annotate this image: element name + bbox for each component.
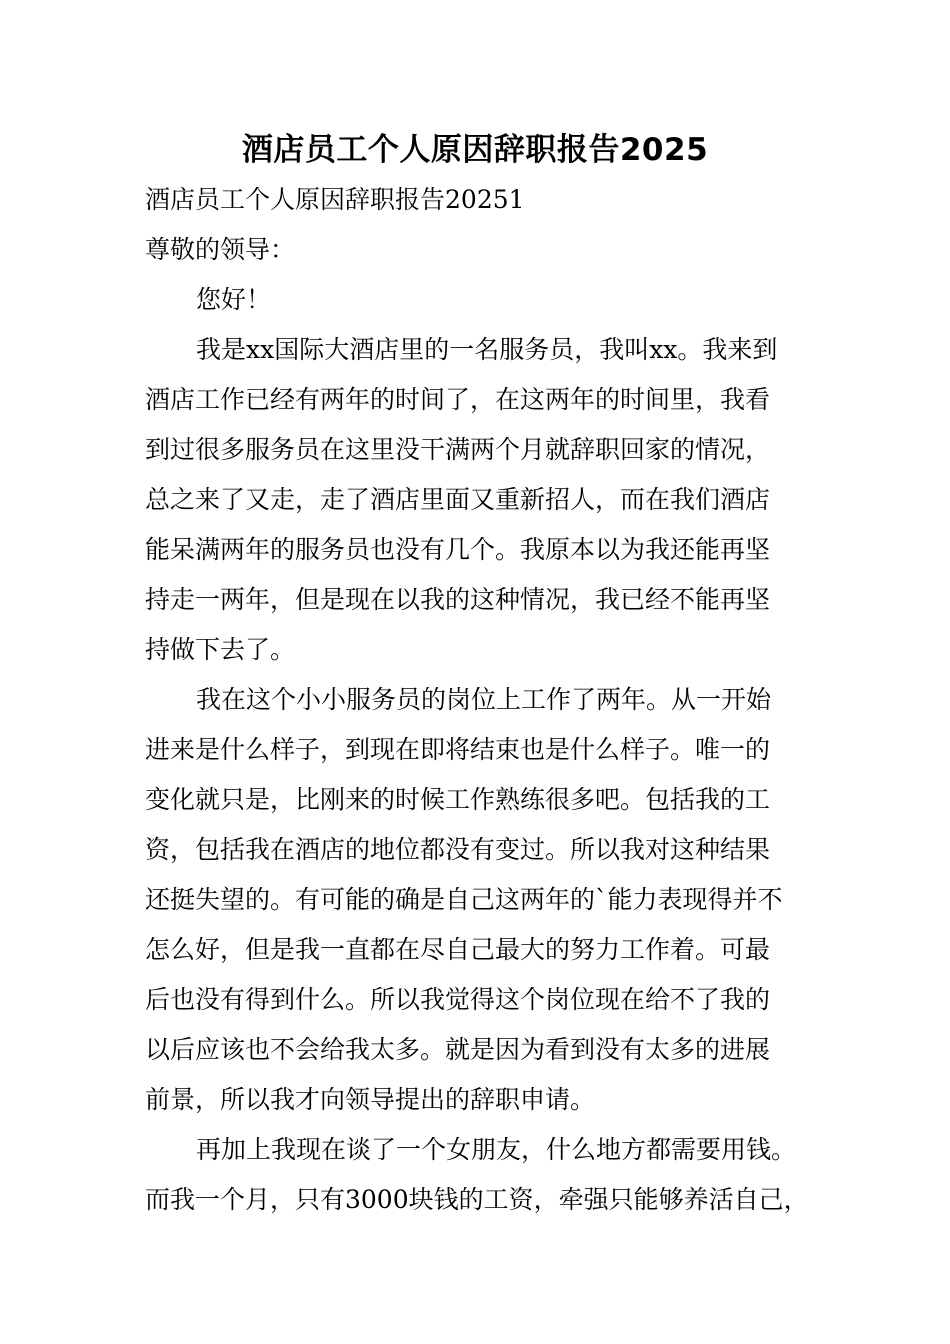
paragraph-1-line: 总之来了又走，走了酒店里面又重新招人，而在我们酒店 xyxy=(145,485,771,514)
paragraph-2-line: 资，包括我在酒店的地位都没有变过。所以我对这种结果 xyxy=(145,835,771,864)
greeting: 您好！ xyxy=(196,285,272,314)
paragraph-2-line: 变化就只是，比刚来的时候工作熟练很多吧。包括我的工 xyxy=(145,785,771,814)
salutation: 尊敬的领导： xyxy=(145,235,296,264)
paragraph-1-line: 持做下去了。 xyxy=(145,635,296,664)
document-subtitle: 酒店员工个人原因辞职报告20251 xyxy=(145,185,525,214)
document-title: 酒店员工个人原因辞职报告2025 xyxy=(241,132,709,168)
paragraph-2-line: 以后应该也不会给我太多。就是因为看到没有太多的进展 xyxy=(145,1035,771,1064)
paragraph-1-line: 我是xx国际大酒店里的一名服务员，我叫xx。我来到 xyxy=(196,335,778,364)
paragraph-3-line: 再加上我现在谈了一个女朋友，什么地方都需要用钱。 xyxy=(196,1135,797,1164)
paragraph-2-line: 还挺失望的。有可能的确是自己这两年的`能力表现得并不 xyxy=(145,885,783,914)
paragraph-2-line: 怎么好，但是我一直都在尽自己最大的努力工作着。可最 xyxy=(145,935,771,964)
paragraph-1-line: 到过很多服务员在这里没干满两个月就辞职回家的情况， xyxy=(145,435,771,464)
paragraph-2-line: 进来是什么样子，到现在即将结束也是什么样子。唯一的 xyxy=(145,735,771,764)
paragraph-3-line: 而我一个月，只有3000块钱的工资，牵强只能够养活自己， xyxy=(145,1185,809,1214)
paragraph-2-line: 我在这个小小服务员的岗位上工作了两年。从一开始 xyxy=(196,685,772,714)
paragraph-1-line: 酒店工作已经有两年的时间了，在这两年的时间里，我看 xyxy=(145,385,771,414)
paragraph-1-line: 持走一两年，但是现在以我的这种情况，我已经不能再坚 xyxy=(145,585,771,614)
paragraph-1-line: 能呆满两年的服务员也没有几个。我原本以为我还能再坚 xyxy=(145,535,771,564)
paragraph-2-line: 前景，所以我才向领导提出的辞职申请。 xyxy=(145,1085,596,1114)
paragraph-2-line: 后也没有得到什么。所以我觉得这个岗位现在给不了我的 xyxy=(145,985,771,1014)
